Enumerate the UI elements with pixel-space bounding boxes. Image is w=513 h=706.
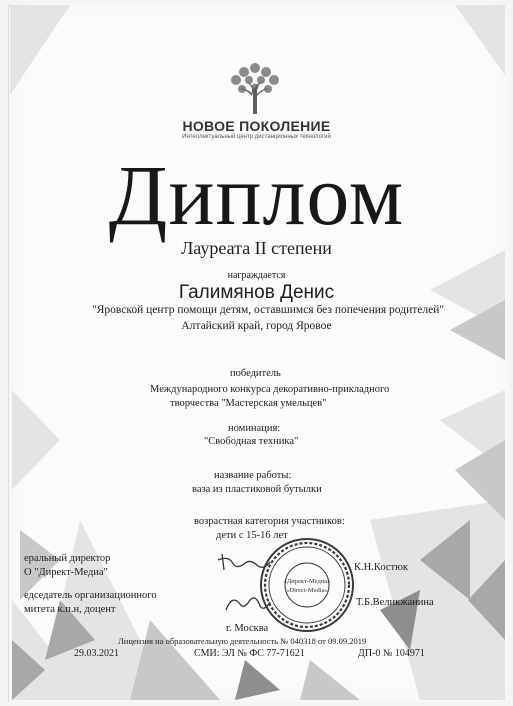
organization-stamp-icon bbox=[258, 536, 356, 634]
issue-date: 29.03.2021 bbox=[74, 648, 119, 659]
director-title-1: еральный директор bbox=[24, 553, 111, 564]
logo-name: НОВОЕ ПОКОЛЕНИЕ bbox=[182, 118, 331, 134]
recipient-region: Алтайский край, город Яровое bbox=[181, 320, 332, 332]
director-title-2: О "Директ-Медиа" bbox=[24, 567, 108, 578]
nomination-label: номинация: bbox=[228, 423, 281, 434]
license-info: Лицензия на образовательную деятельность № 040318 от 09.09.2019 bbox=[118, 636, 367, 646]
stamp-text-1: «Директ-Медиа» bbox=[283, 578, 331, 585]
director-name: К.Н.Костюк bbox=[354, 562, 409, 573]
recipient-name: Галимянов Денис bbox=[178, 282, 335, 303]
age-category-value: дети с 15-16 лет bbox=[216, 530, 288, 541]
smi-registration: СМИ: ЭЛ № ФС 77-71621 bbox=[194, 648, 305, 659]
contest-line-1: Международного конкурса декоративно-прикладного bbox=[150, 384, 390, 395]
stamp-text-2: «Direct-Media» bbox=[286, 587, 328, 594]
awarded-label: награждается bbox=[227, 270, 286, 281]
nomination-value: "Свободная техника" bbox=[204, 436, 299, 447]
diploma-degree: Лауреата II степени bbox=[181, 238, 332, 258]
chair-title-2: митета к.п.н, доцент bbox=[24, 604, 116, 615]
status-label: победитель bbox=[230, 368, 281, 379]
city: г. Москва bbox=[226, 623, 269, 634]
age-category-label: возрастная категория участников: bbox=[194, 516, 345, 527]
chair-title-1: едседатель организационного bbox=[24, 590, 157, 601]
work-label: название работы: bbox=[214, 470, 292, 481]
recipient-organization: "Яровской центр помощи детям, оставшимся без попечения родителей" bbox=[92, 304, 445, 316]
chair-name: Т.Б.Великжанина bbox=[356, 597, 434, 608]
contest-line-2: творчества "Мастерская умельцев" bbox=[170, 398, 327, 409]
document-number: ДП-0 № 104971 bbox=[358, 648, 425, 659]
work-title: ваза из пластиковой бутылки bbox=[192, 484, 322, 495]
tree-logo-icon bbox=[222, 58, 288, 116]
logo-subtitle: Интеллектуальный центр дистанционных технологий bbox=[182, 134, 331, 140]
diploma-title: Диплом bbox=[108, 147, 405, 243]
